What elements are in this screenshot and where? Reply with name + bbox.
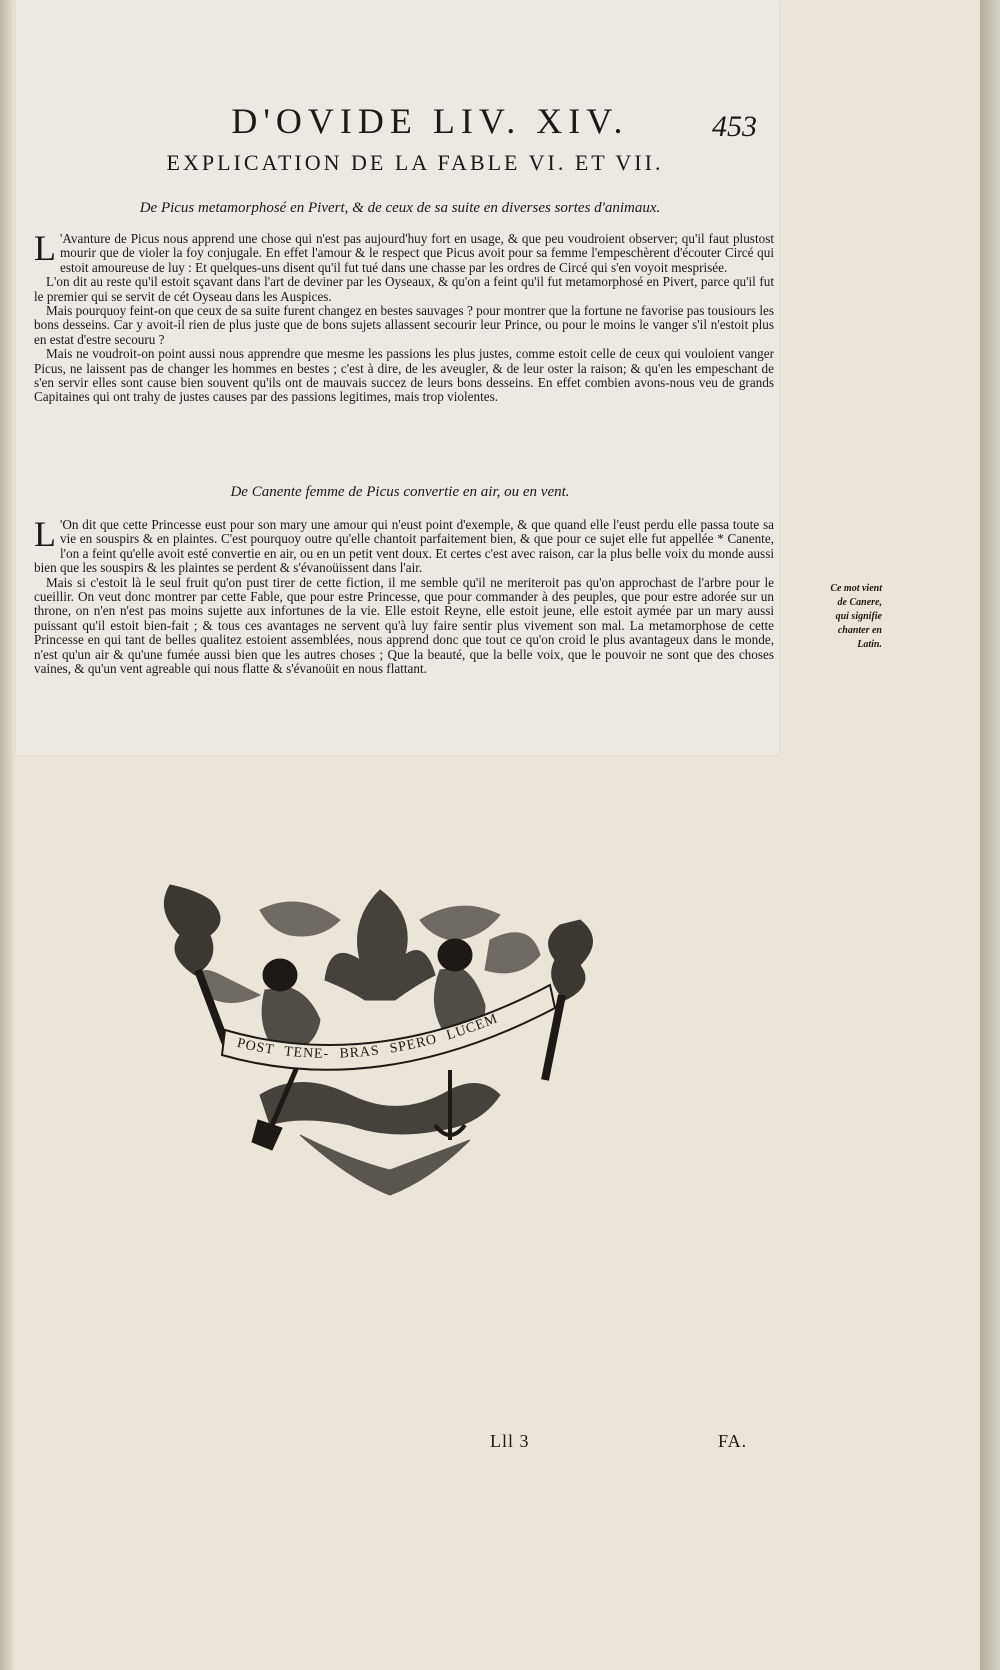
paragraph: L 'Avanture de Picus nous apprend une chose qui n'est pas aujourd'huy fort en usage, & que peu voudroient observer; qu'il faut plustost mourir que de violer la foy conjugale. En effet l'amour & le respect que Picus avoit pour sa femme l'empeschèrent d'écouter Circé qui estoit amoureuse de luy : Et quelques-uns disent qu'il fut tué dans une chasse par les ordres de Circé qui s'en voyoit mesprisée.: [34, 228, 774, 275]
left-putto-head: [263, 959, 297, 991]
bottom-foliage: [300, 1135, 470, 1195]
section-canente: [34, 514, 774, 677]
margin-note-line: de Canere,: [837, 597, 882, 608]
margin-note-line: Latin.: [857, 639, 882, 650]
paragraph: L 'On dit que cette Princesse eust pour son mary une amour qui n'eust point d'exemple, & que quand elle l'eust perdu elle passa toute sa vie en souspirs & en plaintes. C'est pourquoy outre qu'elle chantoit parfaitement bien, & que pour ce sujet elle fut appellée * Canente, l'on a feint qu'elle avoit esté convertie en air, ou en un petit vent doux. Et certes c'est avec raison, car la plus belle voix du monde aussi bien que les souspirs & les plaintes se perdent & s'évanoüissent dans l'air.: [34, 514, 774, 576]
subheading-canente: De Canente femme de Picus convertie en air, ou en vent.: [230, 484, 570, 500]
drop-cap: L: [34, 228, 56, 268]
page-gutter: [0, 0, 14, 1670]
section-picus: [34, 228, 774, 405]
section-title: EXPLICATION DE LA FABLE VI. ET VII.: [166, 150, 664, 175]
margin-note-line: Ce mot vient: [830, 583, 882, 594]
margin-note-line: chanter en: [837, 625, 882, 636]
page-number: 453: [712, 110, 757, 143]
right-putto-wing: [485, 933, 540, 973]
right-torch-flame: [549, 920, 593, 1000]
printers-device-ornament: [150, 880, 610, 1200]
left-putto-wing: [200, 971, 260, 1003]
motto-text: POST TENE- BRAS SPERO LUCEM: [235, 1011, 501, 1062]
shovel-blade: [252, 1120, 282, 1150]
right-putto-head: [438, 939, 472, 971]
catchword: FA.: [718, 1431, 748, 1451]
right-foliage: [420, 906, 500, 940]
margin-note: [772, 582, 882, 652]
drop-cap: L: [34, 514, 56, 554]
subheading-picus: De Picus metamorphosé en Pivert, & de ceux de sa suite en diverses sortes d'animaux.: [139, 200, 661, 216]
left-torch-flame: [164, 885, 220, 975]
page-edge: [980, 0, 1000, 1670]
signature-mark: Lll 3: [490, 1431, 530, 1451]
paragraph: L'on dit au reste qu'il estoit sçavant dans l'art de deviner par les Oyseaux, & qu'on a feint qu'il fut metamorphosé en Pivert, parce qu'il fut le premier qui se servit de cét Oyseau dans les Auspices.: [34, 274, 774, 304]
paragraph: Mais si c'estoit là le seul fruit qu'on pust tirer de cette fiction, il me semble qu'il ne meriteroit pas qu'on approchast de l'arbre pour le cueillir. On veut donc montrer par cette Fable, que pour estre Princesse, que pour commander à des peuples, que pour estre adorée sur un throne, on n'en n'est pas moins sujette aux infortunes de la vie. Elle estoit Reyne, elle estoit jeune, elle estoit aymée par un mary aussi puissant qu'il estoit bien-fait ; & tous ces avantages ne servent qu'à luy faire sentir plus vivement son mal. La metamorphose de cette Princesse en qui tant de belles qualitez estoient assemblées, nous apprend donc que tout ce qu'on croid le plus avantageux dans le monde, n'est qu'un air & qu'une fumée aussi bien que les autres choses ; Que la beauté, que la belle voix, que le pouvoir ne sont que des choses vaines, & qu'un vent agreable qui nous flatte & s'évanoüit en nous flattant.: [34, 574, 774, 677]
margin-note-line: qui signifie: [835, 611, 882, 622]
paragraph: Mais pourquoy feint-on que ceux de sa suite furent changez en bestes sauvages ? pour montrer que la fortune ne favorise pas tousiours les bons desseins. Car y avoit-il rien de plus juste que de bons sujets allassent secourir leur Prince, ou pour le moins le vanger s'il n'estoit plus en estat d'estre secouru ?: [34, 303, 774, 347]
left-foliage: [260, 902, 340, 936]
running-head: D'OVIDE LIV. XIV.: [231, 101, 629, 141]
central-fountain: [325, 890, 435, 1000]
paragraph: Mais ne voudroit-on point aussi nous apprendre que mesme les passions les plus justes, comme estoit celle de ceux qui vouloient vanger Picus, ne laissent pas de changer les hommes en bestes ; c'est à dire, de les aveugler, & de leur oster la raison; & qu'en les empeschant de s'en servir elles sont cause bien souvent qu'ils ont de mauvais succez de leurs bons desseins. En effet combien avons-nous veu de grands Capitaines qui ont trahy de justes causes par des passions legitimes, mais trop violentes.: [34, 346, 774, 405]
